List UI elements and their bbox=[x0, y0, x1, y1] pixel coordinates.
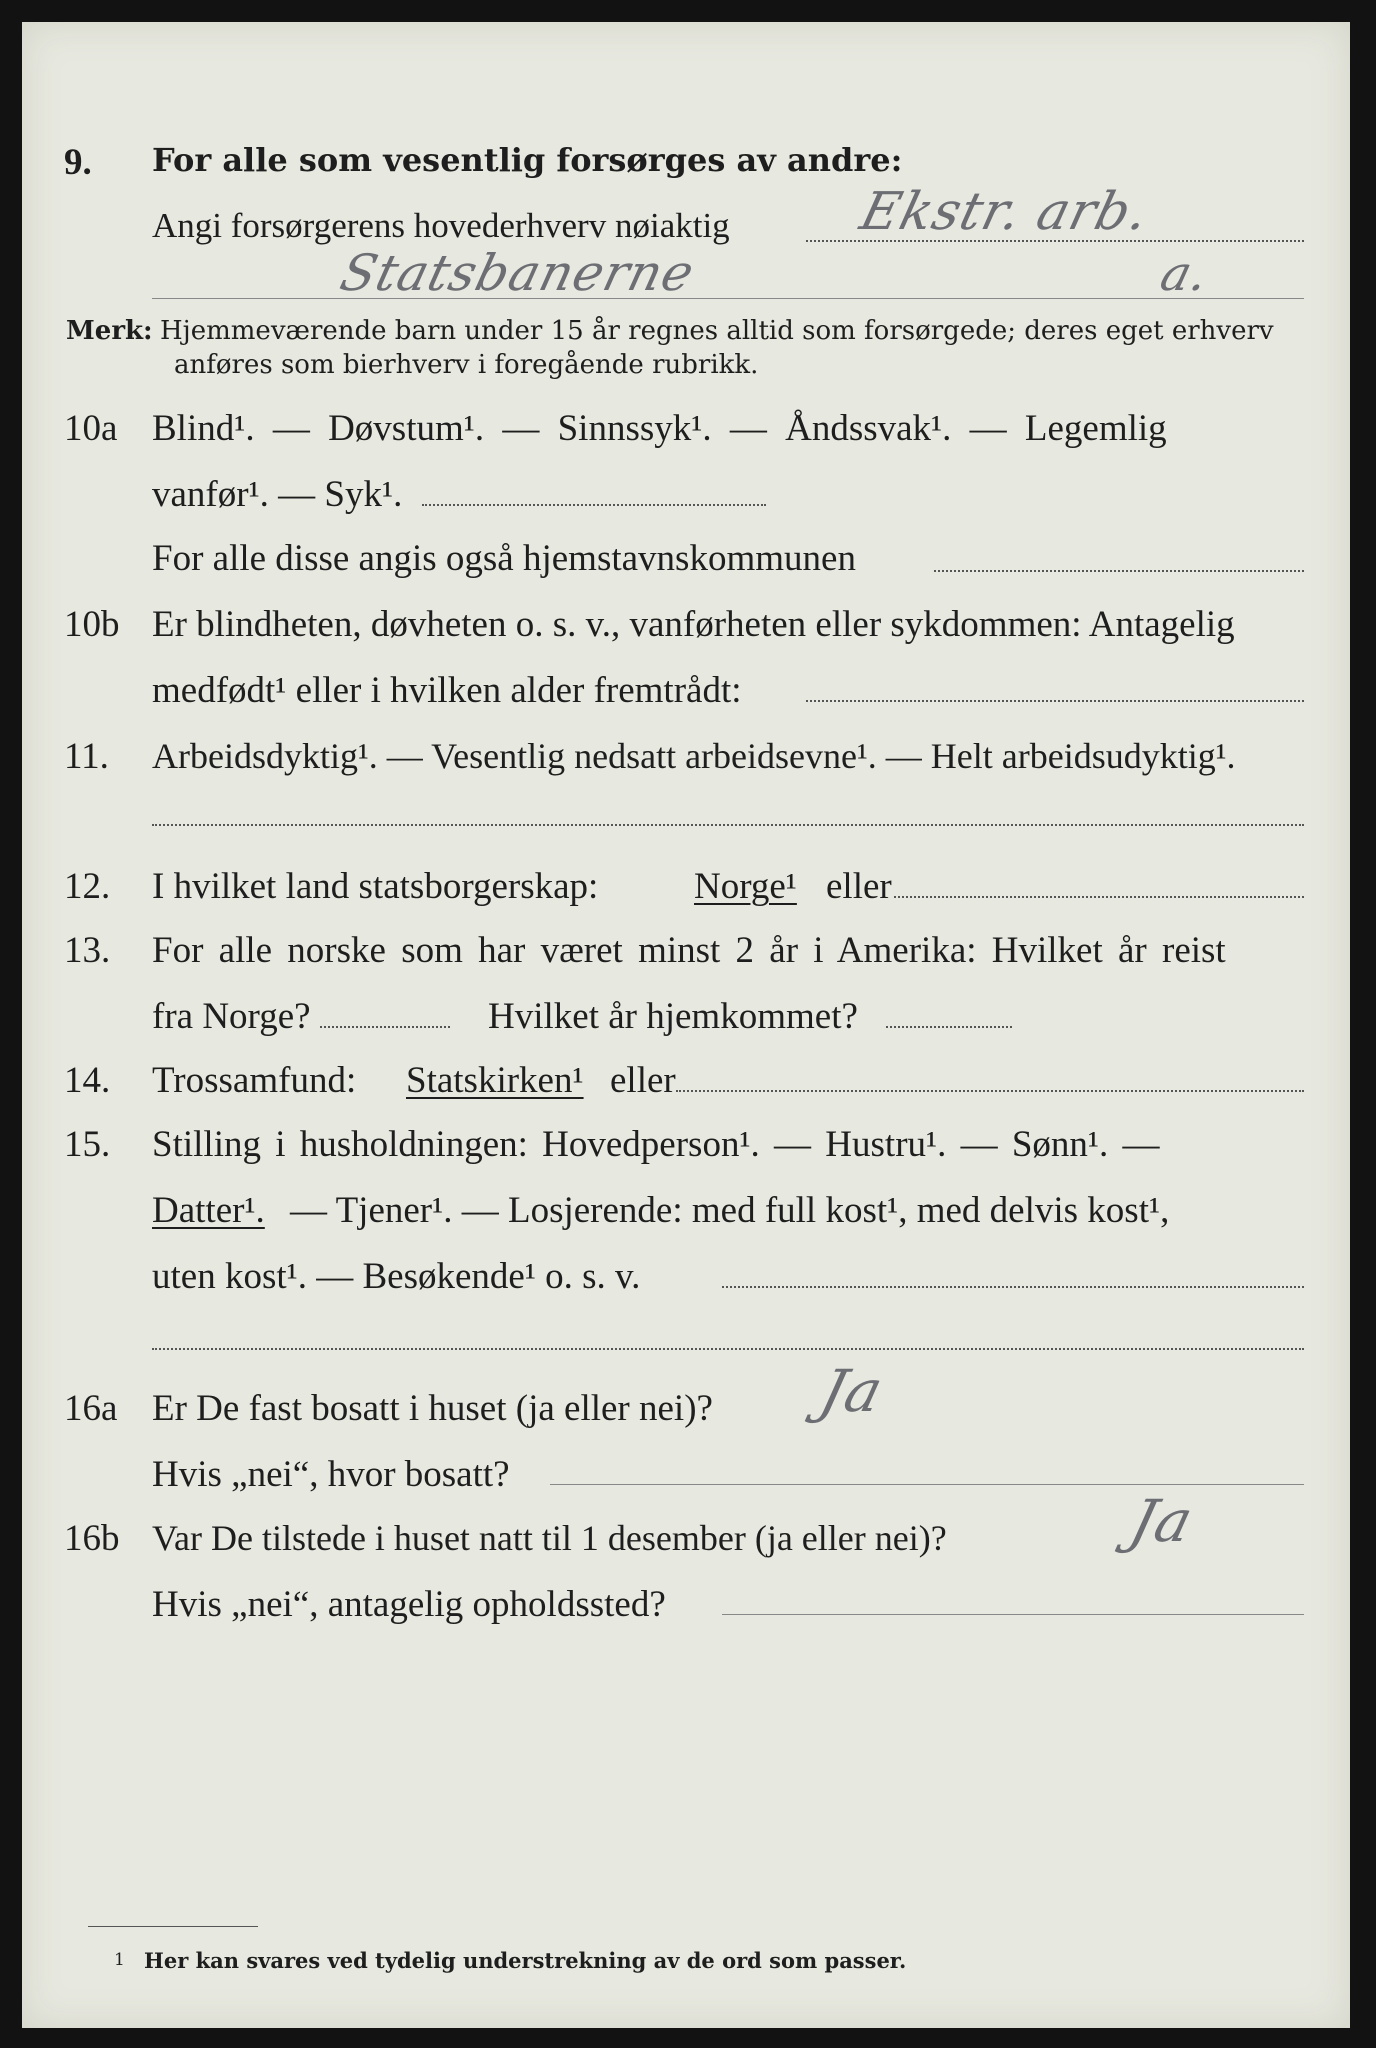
q10b-answer-line[interactable] bbox=[806, 700, 1304, 702]
q14-statskirken-underlined: Statskirken¹ bbox=[406, 1060, 584, 1101]
q9-handwriting-employer: Statsbanerne bbox=[334, 244, 701, 302]
q15-datter-underlined: Datter¹. bbox=[152, 1190, 265, 1231]
q9-number: 9. bbox=[64, 142, 92, 183]
merk-line2: anføres som bierhverv i foregående rubrikk. bbox=[174, 350, 759, 380]
footnote-mark: 1 bbox=[114, 1950, 125, 1970]
q16a-line2: Hvis „nei“, hvor bosatt? bbox=[152, 1454, 510, 1495]
footnote-text: Her kan svares ved tydelig understrekning av de ord som passer. bbox=[144, 1948, 907, 1973]
q14-prefix: Trossamfund: bbox=[152, 1060, 357, 1101]
q14-suffix: eller bbox=[610, 1060, 676, 1101]
q11-number: 11. bbox=[64, 736, 109, 777]
q10a-line3: For alle disse angis også hjemstavnskommunen bbox=[152, 538, 856, 579]
q16b-handwritten-answer: Ja bbox=[1123, 1487, 1201, 1555]
census-form-page bbox=[22, 22, 1350, 2028]
q9-handwriting-occupation: Ekstr. arb. bbox=[854, 182, 1156, 242]
q11-line1: Arbeidsdyktig¹. — Vesentlig nedsatt arbeidsevne¹. — Helt arbeidsudyktig¹. bbox=[152, 736, 1236, 776]
q16a-line1: Er De fast bosatt i huset (ja eller nei)? bbox=[152, 1388, 713, 1429]
q16b-line2: Hvis „nei“, antagelig opholdssted? bbox=[152, 1584, 666, 1625]
q10a-number: 10a bbox=[64, 408, 118, 449]
q13-line1: For alle norske som har været minst 2 år i Amerika: Hvilket år reist bbox=[152, 930, 1226, 971]
q16b-number: 16b bbox=[64, 1518, 120, 1559]
q12-answer-line[interactable] bbox=[894, 896, 1304, 898]
q15-extra-line[interactable] bbox=[152, 1348, 1304, 1350]
q13-hjemkommet-line[interactable] bbox=[886, 1026, 1012, 1028]
q10a-answer-line[interactable] bbox=[422, 504, 766, 506]
q15-answer-line[interactable] bbox=[722, 1286, 1304, 1288]
q10b-number: 10b bbox=[64, 604, 120, 645]
q13-reist-line[interactable] bbox=[320, 1026, 450, 1028]
q16b-opholdssted-line[interactable] bbox=[722, 1614, 1304, 1615]
q10b-line2: medfødt¹ eller i hvilken alder fremtrådt: bbox=[152, 670, 742, 711]
merk-label: Merk: bbox=[66, 316, 153, 346]
q10a-line2: vanfør¹. — Syk¹. bbox=[152, 474, 403, 515]
q16a-number: 16a bbox=[64, 1388, 118, 1429]
q15-number: 15. bbox=[64, 1124, 111, 1165]
q13-number: 13. bbox=[64, 930, 111, 971]
q10a-line1: Blind¹. — Døvstum¹. — Sinnssyk¹. — Åndssvak¹. — Legemlig bbox=[152, 408, 1167, 449]
q13-line2a: fra Norge? bbox=[152, 996, 311, 1037]
q15-line3: uten kost¹. — Besøkende¹ o. s. v. bbox=[152, 1256, 641, 1297]
q12-number: 12. bbox=[64, 866, 111, 907]
q11-answer-line[interactable] bbox=[152, 824, 1304, 826]
q9-line1: For alle som vesentlig forsørges av andre: bbox=[152, 141, 903, 179]
q15-line2-rest: — Tjener¹. — Losjerende: med full kost¹, med delvis kost¹, bbox=[290, 1190, 1170, 1231]
q16a-bosatt-line[interactable] bbox=[550, 1484, 1304, 1485]
q12-suffix: eller bbox=[826, 866, 892, 907]
q9-handwriting-mark: a. bbox=[1155, 246, 1215, 302]
q16a-handwritten-answer: Ja bbox=[813, 1357, 891, 1425]
q10b-line1: Er blindheten, døvheten o. s. v., vanførheten eller sykdommen: Antagelig bbox=[152, 604, 1235, 645]
q9-line2: Angi forsørgerens hovederhverv nøiaktig bbox=[152, 206, 730, 245]
q12-norge-underlined: Norge¹ bbox=[694, 866, 797, 907]
q12-prefix: I hvilket land statsborgerskap: bbox=[152, 866, 599, 907]
q14-number: 14. bbox=[64, 1060, 111, 1101]
q13-line2b: Hvilket år hjemkommet? bbox=[488, 996, 858, 1037]
q10a-kommune-line[interactable] bbox=[934, 570, 1304, 572]
footnote-rule bbox=[88, 1926, 258, 1927]
merk-line1: Hjemmeværende barn under 15 år regnes alltid som forsørgede; deres eget erhverv bbox=[160, 316, 1274, 346]
q15-line1: Stilling i husholdningen: Hovedperson¹. — Hustru¹. — Sønn¹. — bbox=[152, 1124, 1160, 1165]
q14-answer-line[interactable] bbox=[676, 1090, 1304, 1092]
q9-answer-line2[interactable] bbox=[152, 298, 1304, 299]
q16b-line1: Var De tilstede i huset natt til 1 desember (ja eller nei)? bbox=[152, 1518, 947, 1558]
